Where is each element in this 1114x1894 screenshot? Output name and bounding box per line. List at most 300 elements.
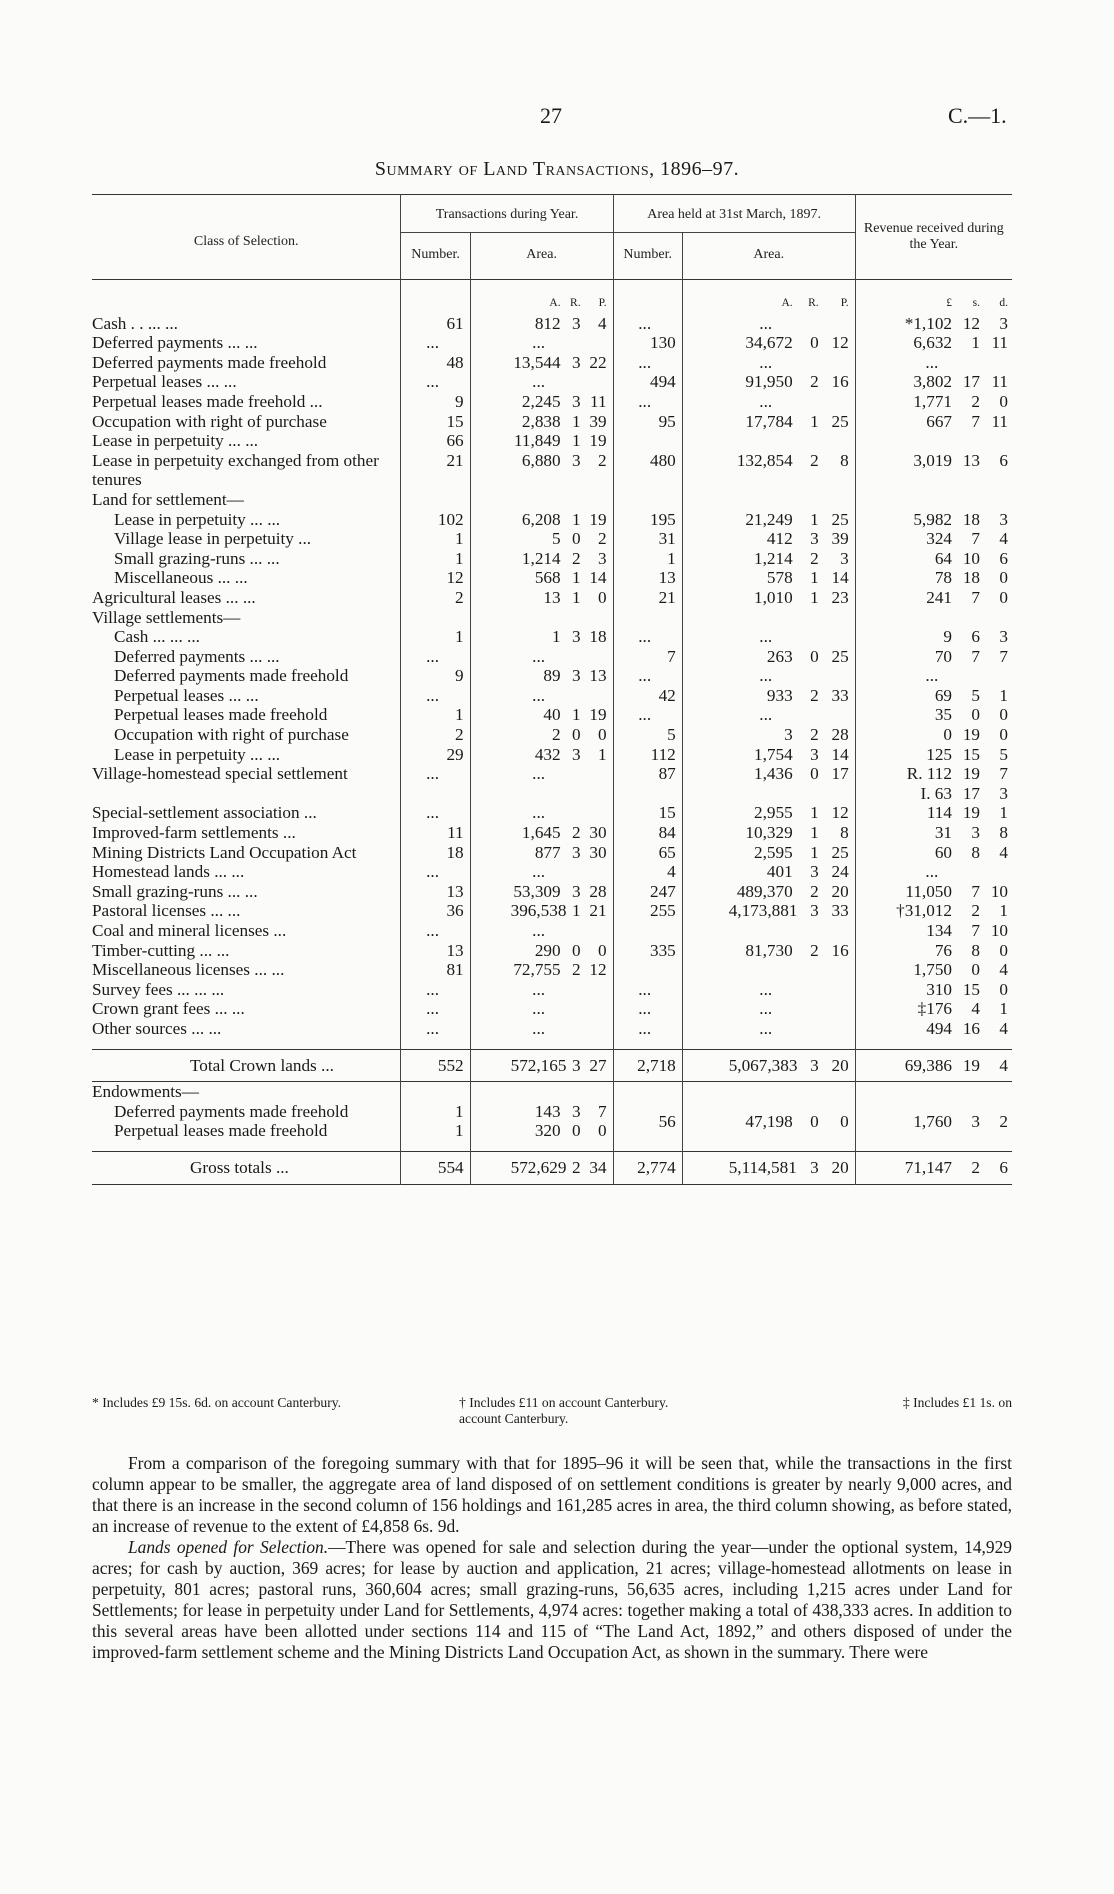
area-1 [470, 510, 613, 530]
revenue-part: 11,050 [905, 881, 952, 901]
table-row [92, 647, 1012, 667]
row-label: Miscellaneous ... ... [114, 568, 248, 588]
area-part: 21,249 [745, 509, 793, 529]
revenue-cell [855, 333, 1012, 353]
document-code: C.—1. [948, 103, 1007, 128]
area-part: 263 [766, 646, 793, 666]
number-1: ... [401, 980, 470, 1000]
area-part: 14 [831, 744, 849, 764]
table-row [92, 745, 1012, 765]
area-2: ... [682, 666, 855, 686]
area-part: 53,309 [513, 881, 561, 901]
area-part: 1 [810, 509, 819, 529]
revenue-part: 11 [991, 372, 1008, 392]
number-1: 61 [401, 314, 470, 334]
number-1: 2 [401, 725, 470, 745]
area-part: 3 [810, 529, 819, 549]
number-2: 31 [613, 529, 682, 549]
number-2: 335 [613, 921, 682, 980]
revenue-part: 6 [971, 627, 980, 647]
number-2: 84 [613, 823, 682, 843]
spacer-cell [682, 608, 855, 628]
number-1: 552 [401, 1049, 470, 1082]
area-1 [470, 1121, 613, 1141]
number-1: 15 [401, 412, 470, 432]
number-1: ... [401, 647, 470, 667]
area-part: 2 [572, 1157, 581, 1177]
area-part: 1 [572, 431, 581, 451]
revenue-cell [855, 686, 1012, 706]
col-number-2-header: Number. [613, 233, 682, 280]
grp-transactions-header: Transactions during Year. [401, 195, 613, 233]
footnote-asterisk: * Includes £9 15s. 6d. on account Canterbury. [92, 1395, 342, 1410]
spacer-cell [470, 608, 613, 628]
area-2 [682, 333, 855, 353]
area-2 [682, 1102, 855, 1141]
area-2: ... [682, 980, 855, 1000]
area-2: ... [682, 999, 855, 1019]
revenue-part: 69 [934, 685, 952, 705]
revenue-cell [855, 725, 1012, 745]
area-1 [470, 1102, 613, 1122]
table-row [92, 764, 1012, 803]
number-2: ... [613, 314, 682, 334]
number-2: 95 [613, 412, 682, 432]
area-part: 0 [810, 764, 819, 784]
revenue-part: 0 [999, 568, 1008, 588]
area-2: ... [682, 705, 855, 725]
section-heading-row [92, 490, 1012, 510]
area-part: 13,544 [513, 352, 561, 372]
area-part: 2,838 [521, 411, 561, 431]
area-1: ... [470, 862, 613, 882]
area-part: 16 [831, 940, 849, 960]
number-1: ... [401, 372, 470, 392]
area-part: 7 [598, 1101, 607, 1121]
area-part: 2 [810, 881, 819, 901]
number-2: 65 [613, 843, 682, 863]
units-row [92, 280, 1012, 314]
area-part: 2 [810, 548, 819, 568]
area-1 [470, 627, 613, 647]
footnote-dagger: † Includes £11 on account Canterbury. account Canterbury. [459, 1395, 669, 1426]
table-row [92, 529, 1012, 549]
table-row [92, 725, 1012, 745]
area-part: 14 [589, 568, 607, 588]
revenue-cell [855, 980, 1012, 1000]
section-heading: Village settlements— [92, 607, 241, 627]
spacer-cell [92, 1039, 401, 1050]
number-2: ... [613, 666, 682, 686]
area-part: 2,595 [754, 842, 793, 862]
area-2 [682, 529, 855, 549]
col-class-header: Class of Selection. [193, 234, 299, 249]
spacer-cell [613, 1082, 682, 1102]
area-part: 568 [534, 568, 561, 588]
revenue-part: 7 [971, 411, 980, 431]
row-label: Lease in perpetuity ... ... [114, 744, 281, 764]
row-label: Perpetual leases ... ... [114, 685, 259, 705]
area-part: 39 [589, 411, 607, 431]
unit-label: P. [840, 297, 849, 309]
area-2 [682, 372, 855, 392]
number-1: 13 [401, 882, 470, 902]
revenue-part: 35 [934, 705, 952, 725]
revenue-cell [855, 549, 1012, 569]
revenue-part: 134 [926, 921, 952, 940]
revenue-cell [855, 764, 1012, 803]
area-1: ... [470, 686, 613, 706]
area-1: ... [470, 764, 613, 803]
number-2: 255 [613, 901, 682, 921]
revenue-part: 1 [999, 803, 1008, 823]
number-2: 480 [613, 431, 682, 490]
area-part: 5,067,383 [728, 1055, 798, 1075]
revenue-cell [855, 314, 1012, 334]
area-2 [682, 568, 855, 588]
area-part: 812 [534, 313, 561, 333]
spacer-row [92, 1039, 1012, 1050]
revenue-part: 1 [999, 685, 1008, 705]
area-part: 11 [590, 391, 607, 411]
area-part: 1 [810, 842, 819, 862]
area-part: 13 [543, 587, 561, 607]
area-1 [470, 412, 613, 432]
spacer-cell [470, 490, 613, 510]
number-2: 4 [613, 862, 682, 882]
area-2 [682, 686, 855, 706]
area-part: 39 [831, 529, 849, 549]
area-part: 8 [840, 823, 849, 843]
area-1 [470, 745, 613, 765]
area-part: 25 [831, 411, 849, 431]
area-part: 401 [766, 862, 793, 882]
area-part: 489,370 [736, 881, 793, 901]
row-label: Perpetual leases made freehold [114, 1121, 328, 1141]
revenue-part: 19 [962, 803, 980, 823]
revenue-part: 4 [971, 999, 980, 1019]
revenue-part: 3 [971, 823, 980, 843]
land-transactions-table [92, 194, 1012, 1185]
row-label: Small grazing-runs ... ... [92, 881, 258, 901]
area-part: 3 [598, 548, 607, 568]
spacer-cell [401, 1082, 470, 1102]
revenue-cell [855, 999, 1012, 1019]
area-part: 12 [589, 960, 607, 980]
area-1: ... [470, 333, 613, 353]
number-2: 130 [613, 333, 682, 353]
revenue-part: 7 [971, 881, 980, 901]
row-label: Perpetual leases made freehold [114, 705, 328, 725]
spacer-cell [401, 280, 470, 314]
row-label: Deferred payments ... ... [114, 646, 280, 666]
area-part: 0 [840, 1111, 849, 1131]
revenue-cell [855, 901, 1012, 921]
area-part: 0 [572, 725, 581, 745]
area-part: 6,208 [521, 509, 561, 529]
revenue-part: 16 [962, 1018, 980, 1038]
unit-label: £ [946, 297, 952, 309]
number-2: 195 [613, 510, 682, 530]
revenue-part: 7 [971, 529, 980, 549]
col-revenue-header: Revenue received during the Year. [855, 195, 1012, 280]
revenue-part: 6 [999, 548, 1008, 568]
number-cell: 66 [401, 431, 470, 451]
row-label: Village-homestead special settlement [92, 764, 348, 784]
area-2 [682, 647, 855, 667]
area-part: 132,854 [736, 450, 793, 470]
area-part: 3 [572, 352, 581, 372]
row-label: Small grazing-runs ... ... [114, 548, 280, 568]
area-part: 1 [572, 705, 581, 725]
number-cell: 1 [401, 1102, 470, 1122]
number-1: ... [401, 686, 470, 706]
area-1 [470, 314, 613, 334]
revenue-part: 0 [971, 960, 980, 980]
revenue-part: 64 [934, 548, 952, 568]
number-2: 112 [613, 745, 682, 765]
revenue-part: 17 [962, 783, 980, 803]
number-1: 1 [401, 549, 470, 569]
number-2: 15 [613, 803, 682, 823]
revenue-part: 17 [962, 372, 980, 392]
area-part: 1,214 [754, 548, 793, 568]
area-1 [470, 1151, 613, 1184]
revenue-part: 3,019 [913, 450, 952, 470]
revenue-part: 11 [991, 411, 1008, 431]
area-part: 3 [572, 627, 581, 647]
revenue-part: 6,632 [913, 333, 952, 353]
revenue-part: I. 63 [920, 783, 952, 803]
revenue-cell [855, 843, 1012, 863]
area-part: 14 [831, 568, 849, 588]
revenue-part: 10 [990, 921, 1008, 940]
revenue-cell [855, 568, 1012, 588]
number-cell: ... [401, 921, 470, 941]
area-part: 412 [766, 529, 793, 549]
paragraph-heading: Lands opened for Selection. [128, 1537, 329, 1557]
revenue-line [856, 784, 1008, 804]
row-label: Other sources ... ... [92, 1018, 222, 1038]
revenue-part: 1 [971, 333, 980, 353]
revenue-part: 3 [999, 783, 1008, 803]
area-part: 1 [572, 411, 581, 431]
spacer-cell [855, 1039, 1012, 1050]
area-part: 30 [589, 823, 607, 843]
number-2: ... [613, 999, 682, 1019]
row-label: Occupation with right of purchase [92, 411, 327, 431]
revenue-cell [855, 588, 1012, 608]
area-part: 2 [572, 548, 581, 568]
area-part: 396,538 [510, 901, 567, 921]
revenue-part: 494 [926, 1018, 952, 1038]
col-number-1-header: Number. [401, 233, 470, 280]
area-part: 20 [831, 1055, 849, 1075]
area-part: 20 [831, 881, 849, 901]
revenue-part: 1 [999, 999, 1008, 1019]
area-part: 8 [840, 450, 849, 470]
area-part: 22 [589, 352, 607, 372]
area-part: 2 [810, 725, 819, 745]
number-1: 48 [401, 353, 470, 373]
area-2 [682, 725, 855, 745]
row-label: Homestead lands ... ... [92, 862, 245, 882]
area-part: 40 [543, 705, 561, 725]
area-part: 2 [810, 685, 819, 705]
area-part: 578 [766, 568, 793, 588]
table-row [92, 823, 1012, 843]
revenue-part: 7 [971, 587, 980, 607]
revenue-cell [855, 627, 1012, 647]
table-row [92, 999, 1012, 1019]
area-part: 13 [589, 666, 607, 686]
area-2 [682, 588, 855, 608]
revenue-cell [855, 745, 1012, 765]
area-1 [470, 431, 613, 451]
area-1 [470, 882, 613, 902]
area-part: 19 [589, 431, 607, 451]
table-row [92, 568, 1012, 588]
row-label: Total Crown lands ... [190, 1055, 334, 1075]
area-part: 2 [598, 450, 607, 470]
revenue-part: ‡176 [917, 999, 952, 1019]
revenue-line [856, 764, 1008, 784]
revenue-cell [855, 392, 1012, 412]
area-part: 3 [572, 1055, 581, 1075]
table-row [92, 412, 1012, 432]
area-part: 28 [831, 725, 849, 745]
area-1: ... [470, 999, 613, 1019]
revenue-part: 11 [991, 333, 1008, 353]
number-1: 1 [401, 627, 470, 647]
area-part: 2 [810, 940, 819, 960]
unit-label: P. [598, 297, 607, 309]
revenue-part: 4 [999, 1055, 1008, 1075]
number-2: 247 [613, 882, 682, 902]
area-part: 33 [831, 901, 849, 921]
number-1: 11 [401, 823, 470, 843]
revenue-cell [855, 529, 1012, 549]
area-1: ... [470, 372, 613, 392]
table-row [92, 980, 1012, 1000]
revenue-part: 71,147 [904, 1157, 952, 1177]
area-2: ... [682, 627, 855, 647]
revenue-part: 6 [999, 450, 1008, 470]
paragraph-comparison: From a comparison of the foregoing summary with that for 1895–96 it will be seen that, while the transactions in the first column appear to be smaller, the aggregate area of land disposed of on settlement conditions is greater by nearly 9,000 acres, and that there is an increase in the second column of 156 holdings and 161,285 acres in area, the third column showing, as before stated, an increase of revenue to the extent of £4,858 6s. 9d. [92, 1453, 1012, 1536]
revenue-part: 2 [999, 1111, 1008, 1131]
area-1 [470, 392, 613, 412]
revenue-part: 125 [926, 744, 952, 764]
number-cell: 1 [401, 1121, 470, 1141]
body-text [92, 1453, 1012, 1663]
grp-area-held-header: Area held at 31st March, 1897. [613, 195, 855, 233]
area-part: 3 [572, 450, 581, 470]
revenue-part: 18 [962, 568, 980, 588]
spacer-cell [682, 490, 855, 510]
table-row [92, 372, 1012, 392]
area-part: 91,950 [745, 372, 793, 392]
area-2 [682, 510, 855, 530]
area-part: 1,436 [754, 764, 793, 784]
revenue-part: 1,750 [913, 960, 952, 980]
table-row [92, 314, 1012, 334]
area-part: 143 [534, 1101, 561, 1121]
revenue-part: 10 [990, 881, 1008, 901]
area-part: 1 [572, 509, 581, 529]
spacer-cell [401, 1141, 470, 1152]
row-label: Crown grant fees ... ... [92, 999, 245, 1019]
area-part: 0 [572, 940, 581, 960]
number-1: 9 [401, 392, 470, 412]
area-part: 1 [810, 803, 819, 823]
spacer-cell [470, 1082, 613, 1102]
area-part: 12 [831, 803, 849, 823]
spacer-cell [92, 280, 401, 314]
revenue-cell: ... [855, 666, 1012, 686]
area-part: 23 [831, 587, 849, 607]
area-part: 2 [572, 960, 581, 980]
number-2: 56 [613, 1102, 682, 1141]
area-part: 34 [589, 1157, 607, 1177]
revenue-part: 5,982 [913, 509, 952, 529]
area-part: 24 [831, 862, 849, 882]
area-part: 3 [810, 862, 819, 882]
area-part: 12 [831, 333, 849, 353]
revenue-part: 69,386 [904, 1055, 952, 1075]
area-part: 3 [572, 842, 581, 862]
revenue-part: R. 112 [906, 764, 952, 784]
table-row [92, 333, 1012, 353]
revenue-part: 8 [971, 842, 980, 862]
area-1 [470, 960, 613, 980]
spacer-cell [470, 1039, 613, 1050]
area-part: 572,165 [510, 1055, 567, 1075]
row-label: Deferred payments made freehold [92, 352, 327, 372]
number-cell: 13 [401, 941, 470, 961]
revenue-part: 7 [999, 646, 1008, 666]
area-part: 1,645 [521, 823, 561, 843]
revenue-cell [855, 372, 1012, 392]
spacer-cell [682, 1082, 855, 1102]
revenue-part: 4 [999, 529, 1008, 549]
area-part: 2,955 [754, 803, 793, 823]
table-body [92, 280, 1012, 1185]
area-part: 320 [534, 1121, 561, 1141]
revenue-cell [855, 1019, 1012, 1039]
revenue-part: 667 [926, 411, 952, 431]
area-part: 0 [598, 587, 607, 607]
paragraph-lands-opened [92, 1537, 1012, 1663]
table-row [92, 705, 1012, 725]
revenue-part: 2 [971, 391, 980, 411]
area-part: 3 [810, 901, 819, 921]
area-1 [470, 529, 613, 549]
revenue-part: 7 [971, 921, 980, 940]
revenue-part: *1,102 [904, 313, 952, 333]
revenue-part: 0 [999, 940, 1008, 960]
area-part: 2 [598, 529, 607, 549]
area-part: 20 [831, 1157, 849, 1177]
area-part: 290 [534, 940, 561, 960]
number-1: 2 [401, 588, 470, 608]
table-title: Summary of Land Transactions, 1896–97. [374, 158, 740, 180]
revenue-cell [855, 960, 1012, 980]
area-part: 89 [543, 666, 561, 686]
section-heading: Endowments— [92, 1082, 199, 1102]
row-label: Improved-farm settlements ... [92, 823, 296, 843]
revenue-part: 5 [999, 744, 1008, 764]
area-2: ... [682, 353, 855, 373]
